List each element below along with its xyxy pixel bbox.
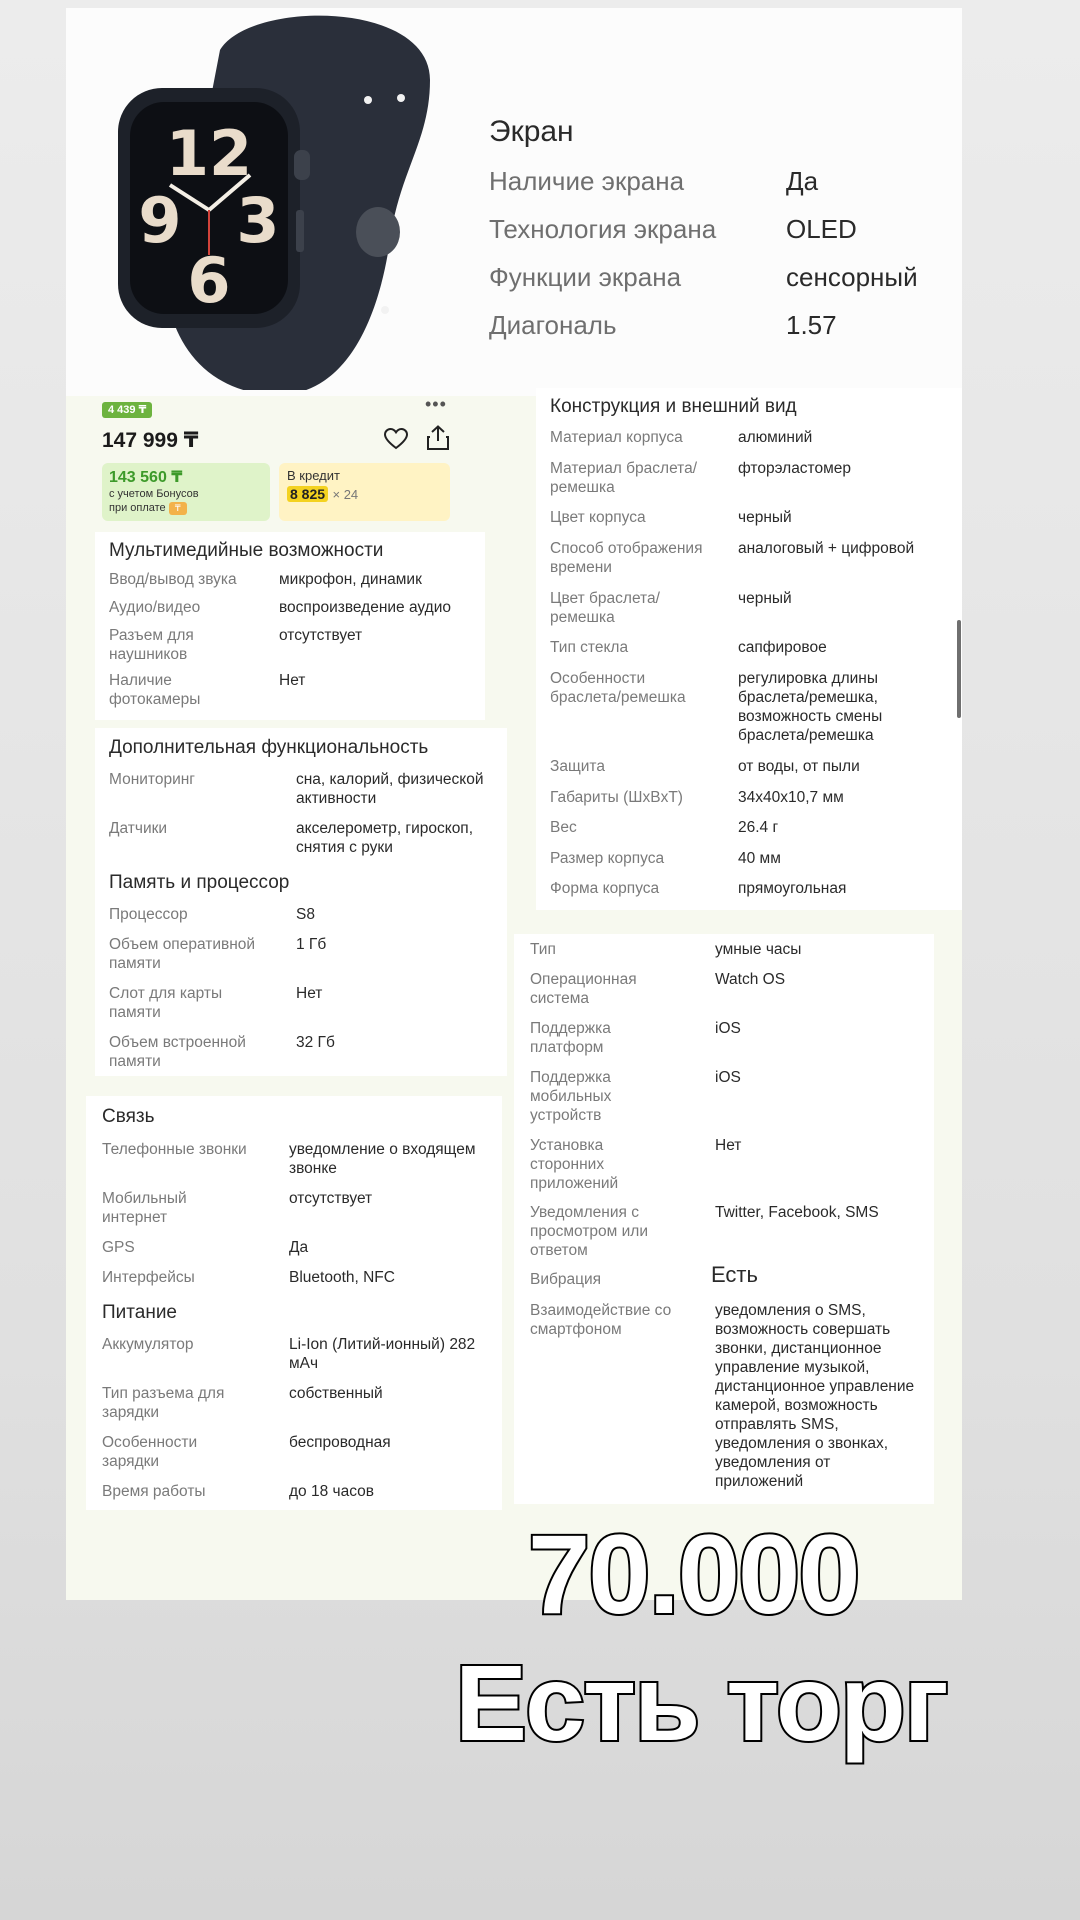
spec-label: Аккумулятор xyxy=(102,1336,194,1353)
spec-value: умные часы xyxy=(715,941,802,958)
spec-value: отсутствует xyxy=(289,1190,373,1207)
spec-value: Bluetooth, NFC xyxy=(289,1269,395,1286)
spec-value: алюминий xyxy=(738,429,813,446)
spec-value: Нет xyxy=(715,1137,742,1154)
spec-label: Способ отображения времени xyxy=(550,540,703,576)
bonus-price-box[interactable] xyxy=(102,463,270,521)
spec-label: Телефонные звонки xyxy=(102,1141,247,1158)
spec-value: черный xyxy=(738,590,792,607)
spec-value: фторэластомер xyxy=(738,460,852,477)
spec-value: Нет xyxy=(296,985,323,1002)
cashback-badge: 4 439 ₸ xyxy=(102,402,152,418)
spec-value: до 18 часов xyxy=(289,1483,374,1500)
memory-title: Память и процессор xyxy=(109,872,290,893)
watch-digit-9: 9 xyxy=(138,184,182,257)
spec-label: Наличие фотокамеры xyxy=(109,672,201,708)
credit-box[interactable] xyxy=(279,463,450,521)
spec-value: микрофон, динамик xyxy=(279,571,422,588)
spec-label: Слот для карты памяти xyxy=(109,985,223,1021)
credit-amount: 8 825 xyxy=(287,486,328,502)
product-image[interactable] xyxy=(100,10,450,390)
spec-label: Габариты (ШxВxТ) xyxy=(550,789,683,806)
spec-value: уведомление о входящем звонке xyxy=(289,1141,476,1177)
bonus-subtitle: с учетом Бонусов xyxy=(109,488,199,500)
design-title: Конструкция и внешний вид xyxy=(550,396,797,417)
spec-value: прямоугольная xyxy=(738,880,847,897)
extra-title: Дополнительная функциональность xyxy=(109,737,429,758)
spec-label: Поддержка мобильных устройств xyxy=(530,1069,612,1124)
spec-value: собственный xyxy=(289,1385,383,1402)
screen-value: OLED xyxy=(786,214,857,244)
spec-value: 34x40x10,7 мм xyxy=(738,789,844,806)
spec-label: Размер корпуса xyxy=(550,850,665,867)
spec-label: Мониторинг xyxy=(109,771,195,788)
spec-label: GPS xyxy=(102,1239,135,1256)
spec-value: аналоговый + цифровой xyxy=(738,540,915,557)
spec-label: Тип xyxy=(530,941,556,958)
spec-value: 26.4 г xyxy=(738,819,779,836)
bonus-amount: 143 560 ₸ xyxy=(109,469,183,486)
bonus-subtitle: при оплате xyxy=(109,502,166,514)
spec-label: Взаимодействие со смартфоном xyxy=(530,1302,672,1338)
spec-label: Особенности зарядки xyxy=(102,1434,198,1470)
spec-value: Нет xyxy=(279,672,306,689)
spec-value: акселерометр, гироскоп, снятия с руки xyxy=(296,820,474,856)
spec-label: Мобильный интернет xyxy=(102,1190,187,1226)
spec-label: Поддержка платформ xyxy=(530,1020,611,1056)
spec-value: Li-Ion (Литий-ионный) 282 мАч xyxy=(289,1336,476,1372)
spec-label: Время работы xyxy=(102,1483,206,1500)
more-options-icon[interactable]: ••• xyxy=(425,394,447,414)
spec-label: Тип стекла xyxy=(550,639,629,656)
screen-section-title: Экран xyxy=(489,115,574,148)
spec-label: Материал корпуса xyxy=(550,429,683,446)
spec-label: Объем оперативной памяти xyxy=(109,936,256,972)
screen-label: Технология экрана xyxy=(489,214,717,244)
spec-value: Да xyxy=(289,1239,309,1256)
spec-value: Twitter, Facebook, SMS xyxy=(715,1204,879,1221)
spec-value: Есть xyxy=(711,1262,758,1287)
spec-value: Watch OS xyxy=(715,971,786,988)
watch-image xyxy=(100,10,450,390)
spec-value: от воды, от пыли xyxy=(738,758,860,775)
spec-value: 1 Гб xyxy=(296,936,327,953)
heart-icon[interactable] xyxy=(384,428,408,455)
spec-value: воспроизведение аудио xyxy=(279,599,451,616)
watch-digit-12: 12 xyxy=(165,117,253,190)
credit-multiplier: × 24 xyxy=(332,487,359,502)
screen-value: 1.57 xyxy=(786,310,837,340)
scrollbar[interactable] xyxy=(957,620,961,718)
spec-value: S8 xyxy=(296,906,315,923)
credit-label: В кредит xyxy=(287,468,340,483)
spec-label: Вибрация xyxy=(530,1271,602,1288)
spec-value: уведомления о SMS, возможность совершать звонки, дистанционное управление музыкой, дистанционное управление камерой, возможность отправлять SMS, уведомления о звонках, уведомления от приложений xyxy=(715,1302,915,1490)
spec-label: Вес xyxy=(550,819,577,836)
spec-label: Защита xyxy=(550,758,605,775)
spec-label: Разъем для наушников xyxy=(109,627,194,663)
connection-title: Связь xyxy=(102,1106,155,1127)
screen-value: сенсорный xyxy=(786,262,918,292)
spec-value: iOS xyxy=(715,1020,741,1037)
share-icon[interactable] xyxy=(426,425,450,456)
spec-value: сна, калорий, физической активности xyxy=(296,771,484,807)
spec-label: Уведомления с просмотром или ответом xyxy=(530,1204,648,1259)
spec-label: Особенности браслета/ремешка xyxy=(550,670,686,706)
spec-label: Цвет корпуса xyxy=(550,509,646,526)
watch-digit-3: 3 xyxy=(236,184,280,257)
spec-label: Интерфейсы xyxy=(102,1269,195,1286)
spec-label: Объем встроенной памяти xyxy=(109,1034,246,1070)
spec-label: Тип разъема для зарядки xyxy=(102,1385,225,1421)
product-price: 147 999 ₸ xyxy=(102,429,199,452)
screen-label: Диагональ xyxy=(489,310,617,340)
spec-value: черный xyxy=(738,509,792,526)
spec-label: Аудио/видео xyxy=(109,599,201,616)
spec-label: Форма корпуса xyxy=(550,880,660,897)
bonus-card-icon: ₸ xyxy=(169,502,187,515)
spec-value: iOS xyxy=(715,1069,741,1086)
spec-label: Датчики xyxy=(109,820,168,837)
spec-label: Материал браслета/ ремешка xyxy=(550,460,698,496)
spec-value: регулировка длины браслета/ремешка, возможность смены браслета/ремешка xyxy=(738,670,883,744)
screen-value: Да xyxy=(786,166,819,196)
spec-label: Цвет браслета/ ремешка xyxy=(550,590,660,626)
spec-label: Ввод/вывод звука xyxy=(109,571,237,588)
spec-value: сапфировое xyxy=(738,639,827,656)
power-title: Питание xyxy=(102,1302,177,1323)
spec-label: Установка сторонних приложений xyxy=(530,1137,619,1192)
overlay-price-text: 70.000 xyxy=(528,1512,859,1637)
overlay-bargain-text: Есть торг xyxy=(455,1642,947,1763)
spec-label: Процессор xyxy=(109,906,188,923)
spec-value: 40 мм xyxy=(738,850,781,867)
spec-value: беспроводная xyxy=(289,1434,391,1451)
screen-label: Функции экрана xyxy=(489,262,682,292)
spec-value: 32 Гб xyxy=(296,1034,335,1051)
spec-value: отсутствует xyxy=(279,627,363,644)
watch-digit-6: 6 xyxy=(187,244,231,317)
spec-label: Операционная система xyxy=(530,971,637,1007)
multimedia-title: Мультимедийные возможности xyxy=(109,540,384,561)
screen-label: Наличие экрана xyxy=(489,166,685,196)
